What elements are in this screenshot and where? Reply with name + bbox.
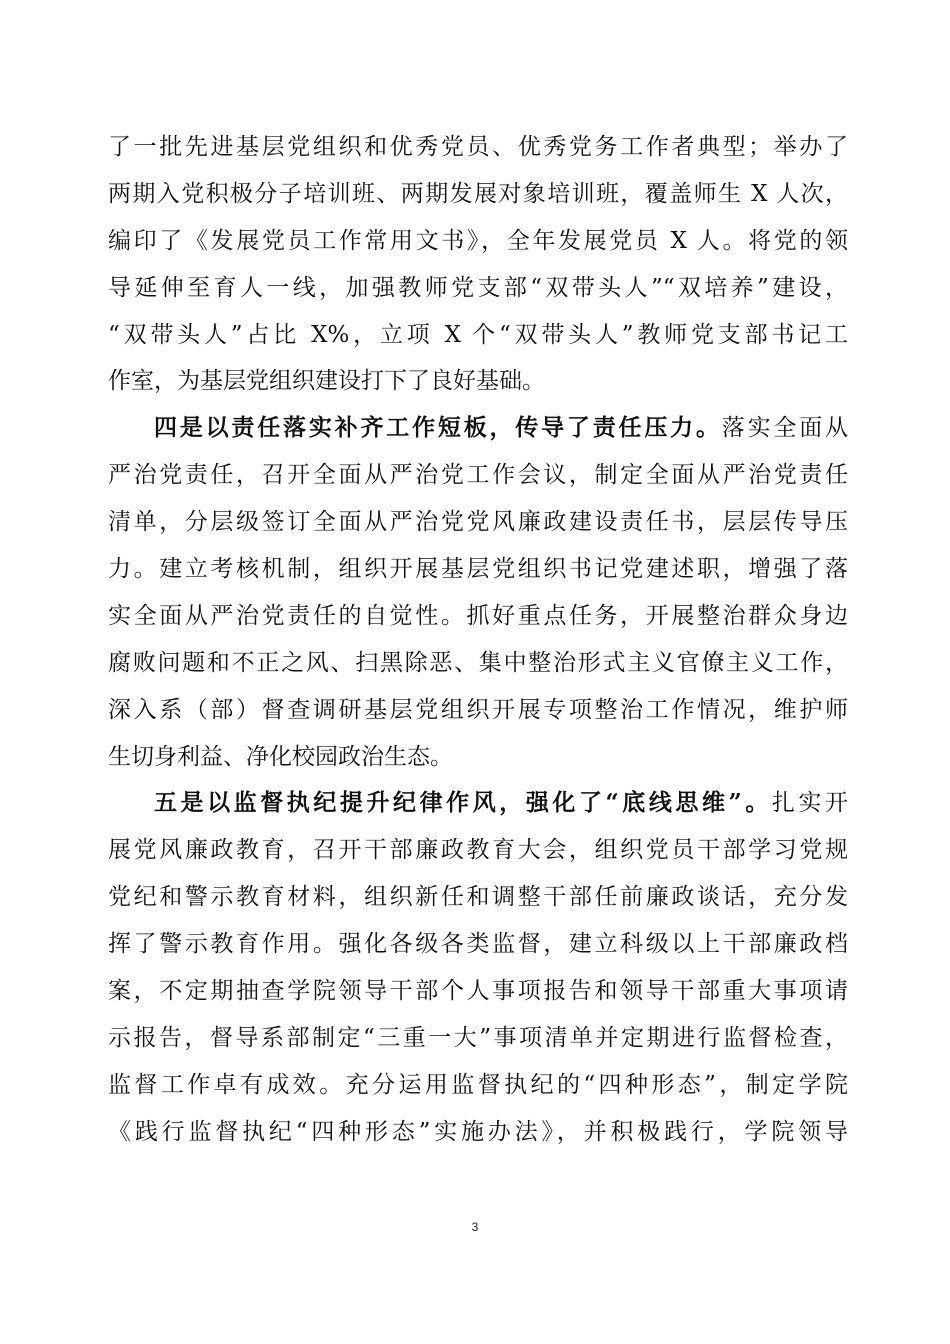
paragraph-responsibility <box>108 405 848 780</box>
text-line: 党纪和警示教育材料，组织新任和调整干部任前廉政谈话，充分发 <box>108 884 848 911</box>
text-run: 落实全面从 <box>721 415 849 442</box>
page-number: 3 <box>471 1220 479 1234</box>
text-line: 实全面从严治党责任的自觉性。抓好重点任务，开展整治群众身边 <box>108 602 848 629</box>
text-line <box>108 405 848 452</box>
text-line: 挥了警示教育作用。强化各级各类监督，建立科级以上干部廉政档 <box>108 931 848 958</box>
text-line: 生切身利益、净化校园政治生态。 <box>108 743 453 770</box>
text-line: 了一批先进基层党组织和优秀党员、优秀党务工作者典型；举办了 <box>108 134 848 160</box>
paragraph-heading: 四是以责任落实补齐工作短板，传导了责任压力。 <box>154 414 722 442</box>
text-line: 导延伸至育人一线，加强教师党支部“双带头人”“双培养”建设， <box>108 274 848 301</box>
text-line: 《践行监督执纪“四种形态”实施办法》，并积极践行，学院领导 <box>108 1118 848 1145</box>
text-line: 腐败问题和不正之风、扫黑除恶、集中整治形式主义官僚主义工作， <box>108 649 848 676</box>
text-line: 清单，分层级签订全面从严治党党风廉政建设责任书，层层传导压 <box>108 509 848 536</box>
text-line: 展党风廉政教育，召开干部廉政教育大会，组织党员干部学习党规 <box>108 837 848 864</box>
text-line: 编印了《发展党员工作常用文书》，全年发展党员 X 人。将党的领 <box>108 227 848 254</box>
text-line: “双带头人”占比 X%，立项 X 个“双带头人”教师党支部书记工 <box>108 321 848 348</box>
text-line: 监督工作卓有成效。充分运用监督执纪的“四种形态”，制定学院 <box>108 1071 848 1098</box>
paragraph-heading: 五是以监督执纪提升纪律作风，强化了“底线思维”。 <box>154 789 772 817</box>
text-line: 作室，为基层党组织建设打下了良好基础。 <box>108 368 545 395</box>
text-run: 扎实开 <box>771 790 848 817</box>
paragraph-supervision <box>108 780 848 1155</box>
text-line: 示报告，督导系部制定“三重一大”事项清单并定期进行监督检查， <box>108 1024 848 1051</box>
text-line: 案，不定期抽查学院领导干部个人事项报告和领导干部重大事项请 <box>108 978 848 1005</box>
text-line: 力。建立考核机制，组织开展基层党组织书记党建述职，增强了落 <box>108 556 848 583</box>
text-line: 深入系（部）督查调研基层党组织开展专项整治工作情况，维护师 <box>108 696 848 723</box>
body-text <box>108 124 848 1156</box>
text-line: 严治党责任，召开全面从严治党工作会议，制定全面从严治党责任 <box>108 462 848 489</box>
text-line <box>108 780 848 827</box>
paragraph-party-organization <box>108 124 848 405</box>
text-line: 两期入党积极分子培训班、两期发展对象培训班，覆盖师生 X 人次， <box>108 180 848 207</box>
